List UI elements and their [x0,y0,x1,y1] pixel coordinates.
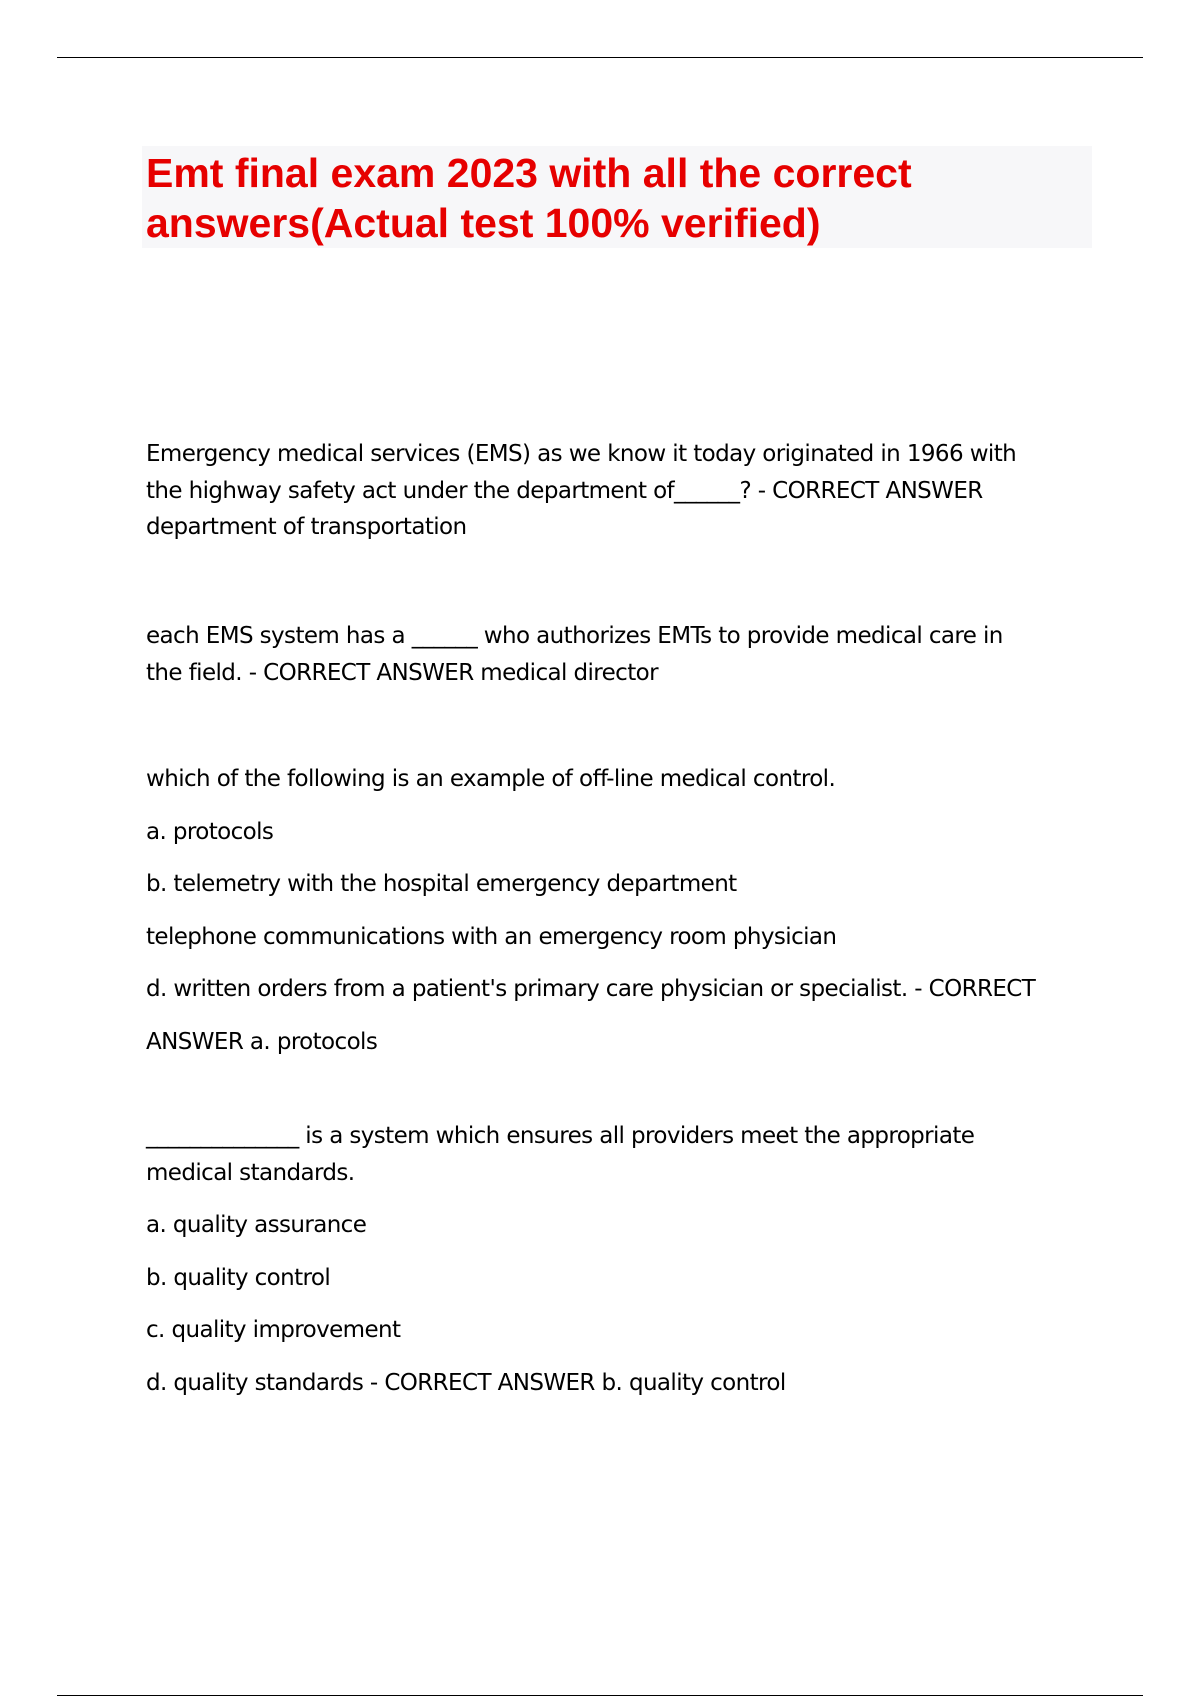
bottom-rule [57,1695,1143,1696]
question-4-option-a: a. quality assurance [146,1212,367,1238]
question-4-option-d: d. quality standards - CORRECT ANSWER b. quality control [146,1369,786,1396]
question-1 [146,436,1106,546]
question-4-option-b: b. quality control [146,1264,331,1291]
title-box [142,146,1092,248]
question-3-stem: which of the following is an example of off-line medical control. [146,766,836,792]
question-3-option-d-line-1: d. written orders from a patient's primary care physician or specialist. - CORRECT [146,976,1036,1002]
title-line-1: Emt final exam 2023 with all the correct [146,150,912,196]
question-2 [146,618,1106,691]
question-3-option-c: telephone communications with an emergency room physician [146,923,837,950]
question-1-line-3: department of transportation [146,514,467,540]
question-2-line-1: each EMS system has a ______ who authorizes EMTs to provide medical care in [146,623,1003,649]
question-4 [146,1118,1106,1401]
question-1-line-1: Emergency medical services (EMS) as we know it today originated in 1966 with [146,441,1017,467]
question-4-option-c: c. quality improvement [146,1317,401,1343]
question-4-stem-line-1: ______________ is a system which ensures all providers meet the appropriate [146,1123,975,1149]
title-line-2: answers(Actual test 100% verified) [146,200,821,246]
question-1-line-2: the highway safety act under the department of______? - CORRECT ANSWER [146,477,983,504]
question-3-option-a: a. protocols [146,818,274,845]
top-rule [57,57,1143,58]
question-3 [146,761,1106,1060]
question-2-line-2: the field. - CORRECT ANSWER medical director [146,659,658,686]
document-title [146,148,1088,248]
question-3-option-d-line-2: ANSWER a. protocols [146,1028,378,1055]
question-3-option-b: b. telemetry with the hospital emergency department [146,871,737,897]
question-4-stem-line-2: medical standards. [146,1159,355,1186]
